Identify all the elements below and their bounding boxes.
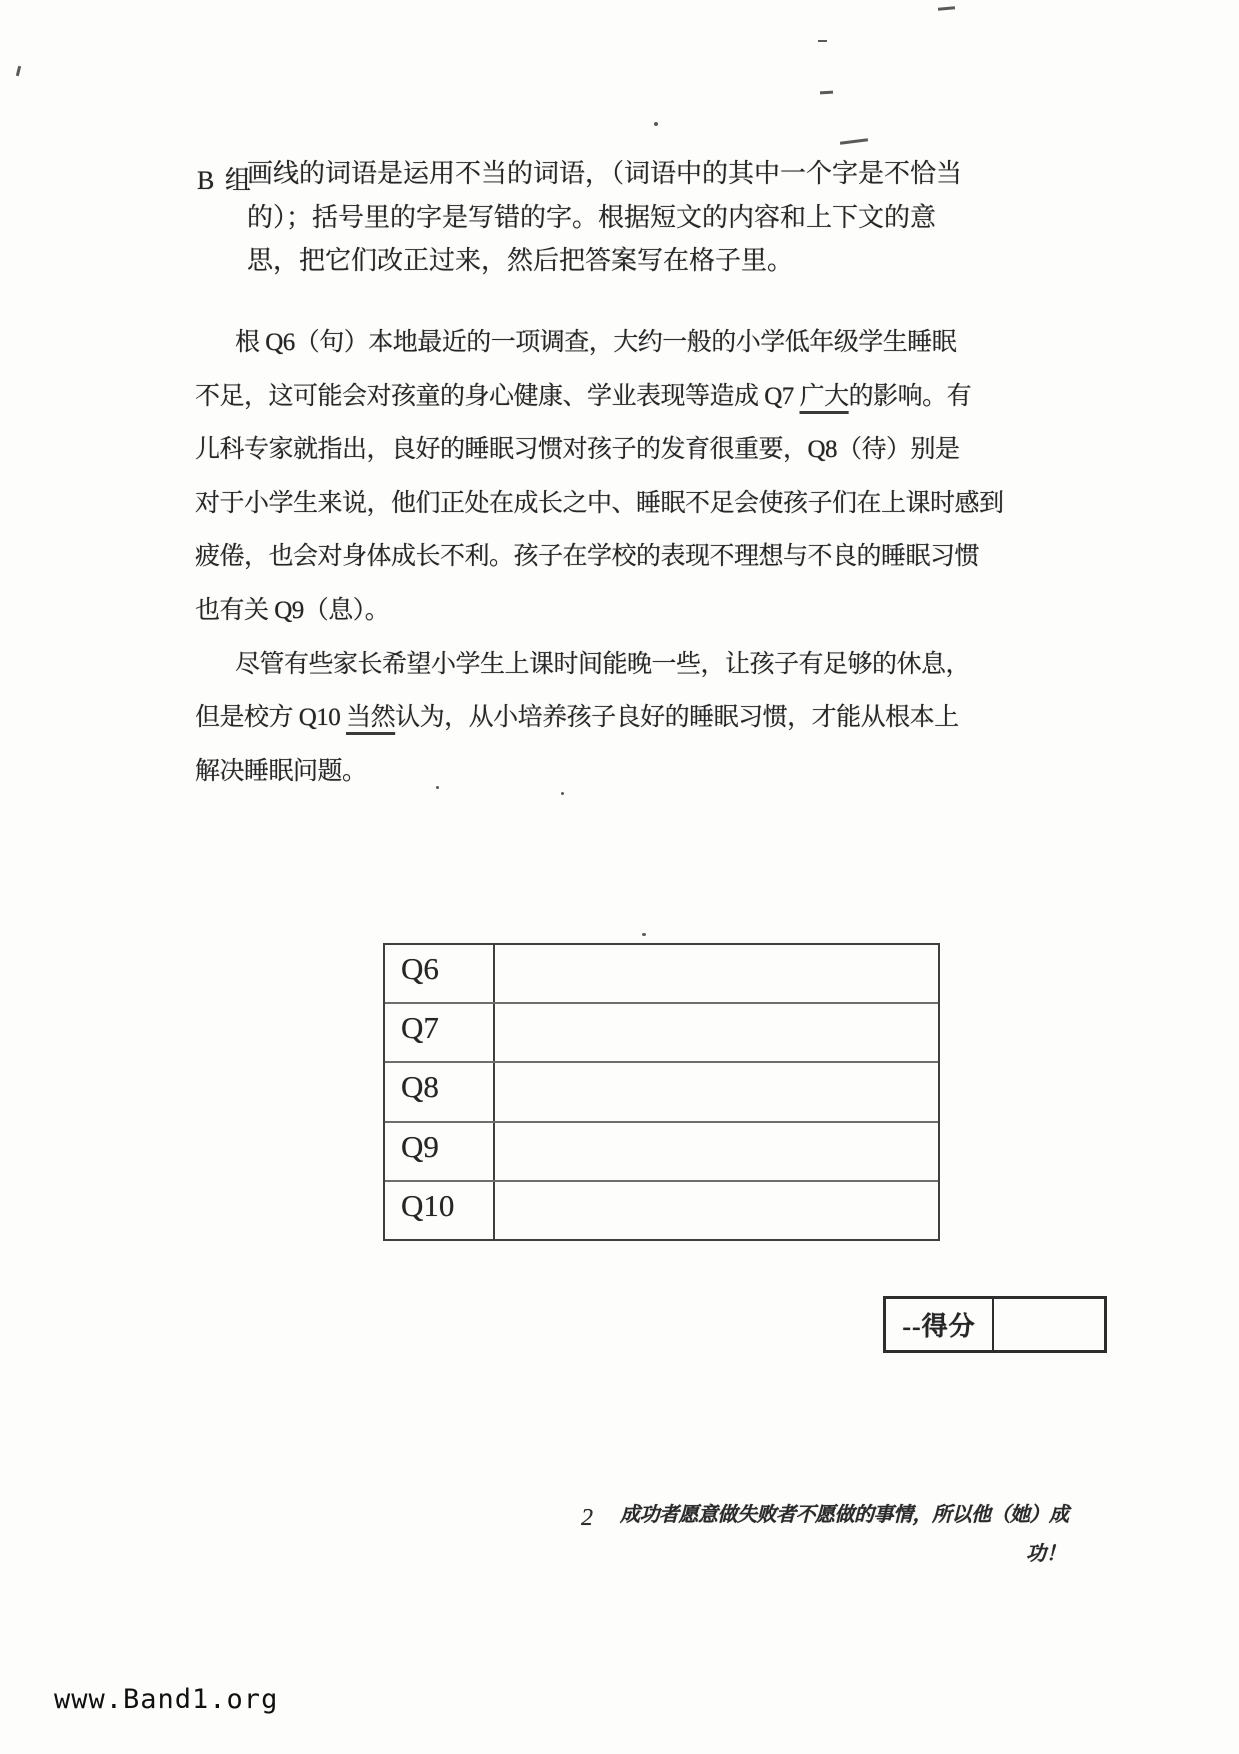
passage-line-4 (195, 477, 1025, 531)
section-label: B 组 (197, 166, 253, 195)
score-value-cell (994, 1299, 1104, 1350)
underlined-word: 当然 (346, 704, 396, 732)
answer-cell (495, 1063, 938, 1120)
passage-line-7 (195, 638, 1025, 692)
scan-speck (654, 122, 658, 126)
answer-cell (495, 945, 938, 1002)
passage-text: 认为，从小培养孩子良好的睡眠习惯，才能从根本上 (395, 704, 959, 732)
passage-line-1 (195, 316, 1025, 370)
passage-line-6 (195, 584, 1025, 638)
passage-text: 疲倦，也会对身体成长不利。孩子在学校的表现不理想与不良的睡眠习惯 (195, 543, 980, 571)
passage-line-5 (195, 530, 1025, 584)
question-label: Q6 (385, 945, 495, 1002)
score-box (883, 1296, 1107, 1353)
passage-text: 根 Q6（句）本地最近的一项调查，大约一般的小学低年级学生睡眠 (235, 329, 957, 356)
question-label: Q8 (385, 1063, 495, 1120)
passage-text: 尽管有些家长希望小学生上课时间能晚一些，让孩子有足够的休息， (235, 650, 971, 678)
score-label: --得分 (886, 1299, 994, 1350)
instruction-line: 画线的词语是运用不当的词语，（词语中的其中一个字是不恰当 (247, 159, 963, 188)
scan-speck (840, 138, 868, 144)
passage-line-9 (195, 745, 1025, 799)
footer-motto-line1: 成功者愿意做失败者不愿做的事情，所以他（她）成 (620, 1504, 1069, 1526)
site-watermark: www.Band1.org (54, 1684, 279, 1715)
answer-cell (495, 1182, 938, 1239)
answer-cell (495, 1004, 938, 1061)
answer-cell (495, 1123, 938, 1180)
footer-motto-line2: 功！ (1026, 1543, 1066, 1565)
passage-line-2 (195, 370, 1025, 424)
scan-speck (642, 933, 646, 936)
passage-text: 不足，这可能会对孩童的身心健康、学业表现等造成 Q7 (195, 382, 800, 410)
instructions-block (197, 152, 1057, 283)
table-row (385, 1063, 938, 1122)
instruction-line: 的）；括号里的字是写错的字。根据短文的内容和上下文的意 (247, 202, 937, 232)
instruction-line: 思，把它们改正过来，然后把答案写在格子里。 (247, 246, 794, 275)
question-label: Q10 (385, 1182, 495, 1239)
passage-line-3 (195, 423, 1025, 477)
passage-text: 对于小学生来说，他们正处在成长之中、睡眠不足会使孩子们在上课时感到 (195, 489, 1004, 517)
table-row (385, 1123, 938, 1182)
cloze-passage (195, 316, 1025, 798)
scan-speck (938, 6, 955, 10)
passage-text: 解决睡眠问题。 (195, 757, 367, 785)
underlined-word: 广大 (799, 382, 849, 410)
passage-text: 儿科专家就指出，良好的睡眠习惯对孩子的发育很重要，Q8（待）别是 (195, 436, 960, 464)
passage-text: 也有关 Q9（息）。 (195, 596, 390, 624)
passage-text: 但是校方 Q10 (195, 704, 347, 732)
answer-table (383, 943, 940, 1241)
scan-speck (820, 91, 833, 95)
scan-speck (818, 40, 827, 42)
passage-line-8 (195, 691, 1025, 745)
question-label: Q9 (385, 1123, 495, 1180)
passage-text: 的影响。有 (848, 382, 972, 410)
page-number: 2 (581, 1505, 593, 1531)
question-label: Q7 (385, 1004, 495, 1061)
table-row (385, 1004, 938, 1063)
table-row (385, 945, 938, 1004)
scan-speck (16, 66, 21, 76)
table-row (385, 1182, 938, 1239)
